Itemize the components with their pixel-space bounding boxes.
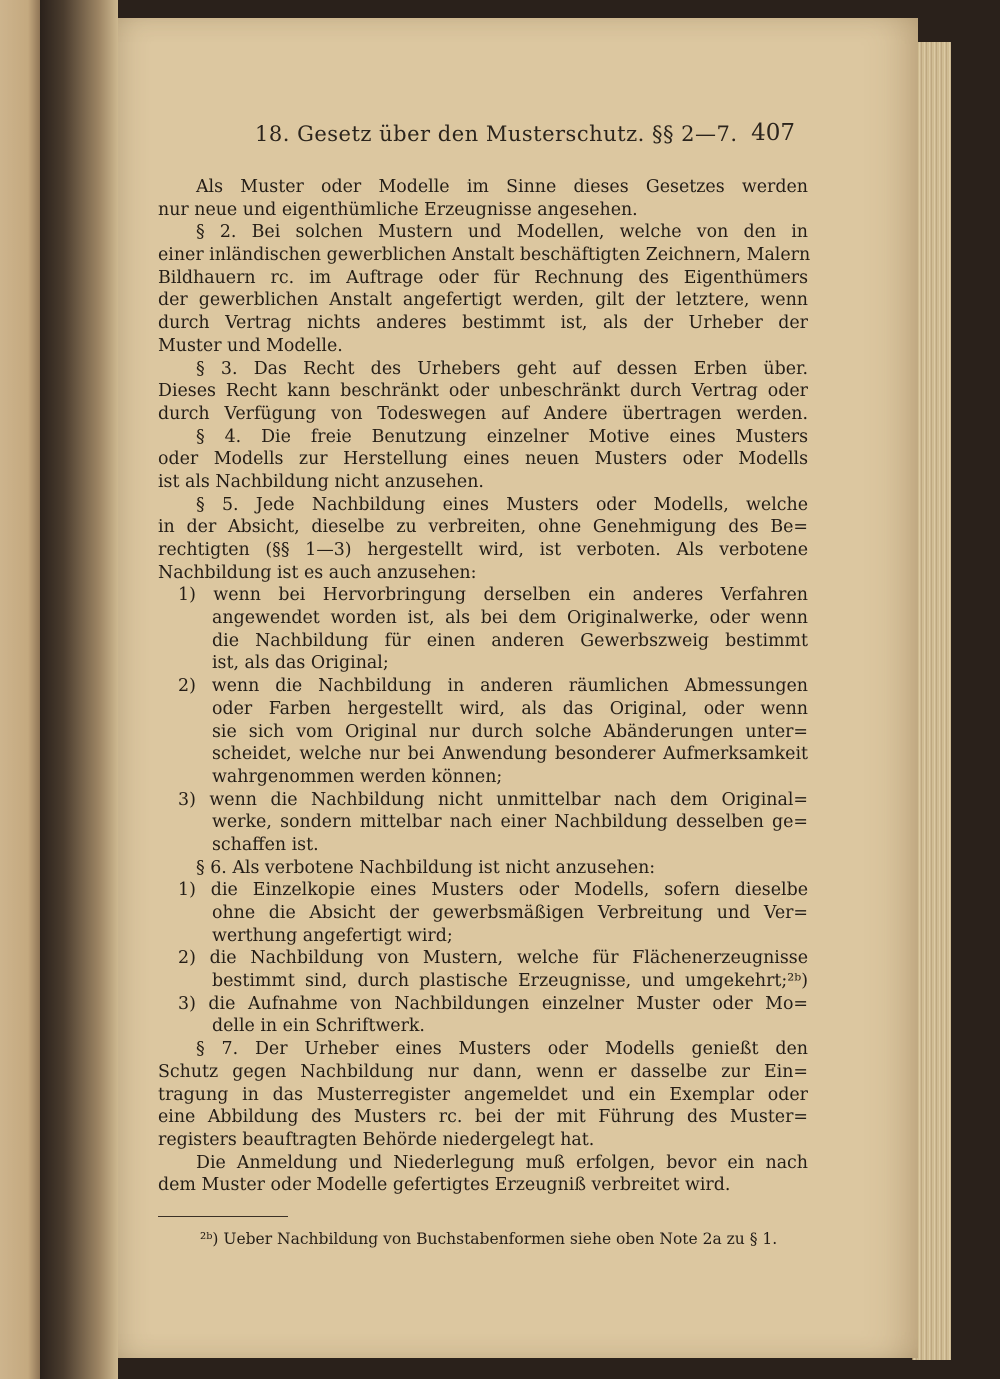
- text-line: rechtigten (§§ 1—3) hergestellt wird, ist verboten. Als verbotene: [158, 540, 808, 560]
- paragraph-2-start: § 2. Bei solchen Mustern und Modellen, welche von den in: [196, 222, 808, 243]
- text-line: oder Farben hergestellt wird, als das Original, oder wenn: [212, 698, 808, 719]
- text-line: Bildhauern rc. im Auftrage oder für Rechnung des Eigenthümers: [158, 267, 808, 288]
- text-line: delle in ein Schriftwerk.: [212, 1016, 425, 1037]
- body-text: [158, 176, 811, 1197]
- book-gutter: [40, 0, 118, 1379]
- list-item: 2) wenn die Nachbildung in anderen räumlichen Abmessungen: [178, 676, 808, 697]
- text-line: Schutz gegen Nachbildung nur dann, wenn er dasselbe zur Ein=: [158, 1061, 808, 1082]
- text-line: ist als Nachbildung nicht anzusehen.: [158, 471, 484, 492]
- text-line: eine Abbildung des Musters rc. bei der mit Führung des Muster=: [158, 1107, 808, 1128]
- text-line: Als Muster oder Modelle im Sinne dieses Gesetzes werden: [196, 177, 808, 197]
- text-line: ohne die Absicht der gewerbsmäßigen Verbreitung und Ver=: [212, 903, 808, 923]
- paragraph-6-start: § 6. Als verbotene Nachbildung ist nicht anzusehen:: [196, 857, 656, 878]
- text-line: angewendet worden ist, als bei dem Originalwerke, oder wenn: [212, 608, 808, 629]
- text-line: tragung in das Musterregister angemeldet und ein Exemplar oder: [158, 1084, 808, 1105]
- list-item: 1) die Einzelkopie eines Musters oder Modells, sofern dieselbe: [178, 880, 808, 901]
- text-line: in der Absicht, dieselbe zu verbreiten, ohne Genehmigung des Be=: [158, 517, 808, 538]
- text-line: der gewerblichen Anstalt angefertigt werden, gilt der letztere, wenn: [158, 290, 808, 311]
- text-line: Dieses Recht kann beschränkt oder unbeschränkt durch Vertrag oder: [158, 381, 808, 402]
- list-item: 2) die Nachbildung von Mustern, welche für Flächenerzeugnisse: [178, 948, 808, 969]
- text-line: schaffen ist.: [212, 834, 319, 855]
- text-line: die Nachbildung für einen anderen Gewerbszweig bestimmt: [212, 630, 808, 651]
- text-line: registers beauftragten Behörde niedergelegt hat.: [158, 1129, 595, 1150]
- left-page-edge: [0, 0, 40, 1379]
- page-number: 407: [751, 120, 795, 146]
- list-item: 1) wenn bei Hervorbringung derselben ein anderes Verfahren: [178, 585, 808, 606]
- text-line: bestimmt sind, durch plastische Erzeugnisse, und umgekehrt;²ᵇ): [212, 971, 808, 992]
- list-item: 3) wenn die Nachbildung nicht unmittelbar nach dem Original=: [178, 789, 808, 810]
- paragraph-5-start: § 5. Jede Nachbildung eines Musters oder Modells, welche: [196, 494, 808, 515]
- text-line: Die Anmeldung und Niederlegung muß erfolgen, bevor ein nach: [196, 1152, 808, 1173]
- text-line: dem Muster oder Modelle gefertigtes Erzeugniß verbreitet wird.: [158, 1175, 731, 1196]
- footnote-rule: [158, 1216, 288, 1217]
- text-line: Muster und Modelle.: [158, 335, 343, 356]
- text-line: durch Vertrag nichts anderes bestimmt ist, als der Urheber der: [158, 313, 808, 334]
- text-line: ist, als das Original;: [212, 653, 389, 674]
- text-line: oder Modells zur Herstellung eines neuen Musters oder Modells: [158, 449, 808, 470]
- paragraph-7-start: § 7. Der Urheber eines Musters oder Modells genießt den: [196, 1039, 808, 1060]
- text-line: sie sich vom Original nur durch solche Abänderungen unter=: [212, 721, 808, 742]
- text-line: Nachbildung ist es auch anzusehen:: [158, 562, 477, 583]
- paragraph-4-start: § 4. Die freie Benutzung einzelner Motive eines Musters: [196, 426, 808, 447]
- paragraph-3-start: § 3. Das Recht des Urhebers geht auf dessen Erben über.: [196, 358, 808, 379]
- text-line: durch Verfügung von Todeswegen auf Andere übertragen werden.: [158, 403, 808, 424]
- text-line: werke, sondern mittelbar nach einer Nachbildung desselben ge=: [212, 812, 808, 833]
- header-title: 18. Gesetz über den Musterschutz. §§ 2—7.: [255, 122, 738, 146]
- list-item: 3) die Aufnahme von Nachbildungen einzelner Muster oder Mo=: [178, 993, 808, 1014]
- text-line: scheidet, welche nur bei Anwendung besonderer Aufmerksamkeit: [212, 744, 808, 765]
- text-line: werthung angefertigt wird;: [212, 925, 453, 946]
- text-line: einer inländischen gewerblichen Anstalt beschäftigten Zeichnern, Malern: [158, 245, 811, 266]
- text-line: wahrgenommen werden können;: [212, 766, 503, 787]
- footnote: ²ᵇ) Ueber Nachbildung von Buchstabenformen siehe oben Note 2a zu § 1.: [200, 1230, 778, 1248]
- text-line: nur neue und eigenthümliche Erzeugnisse angesehen.: [158, 199, 638, 220]
- running-header: [255, 120, 795, 154]
